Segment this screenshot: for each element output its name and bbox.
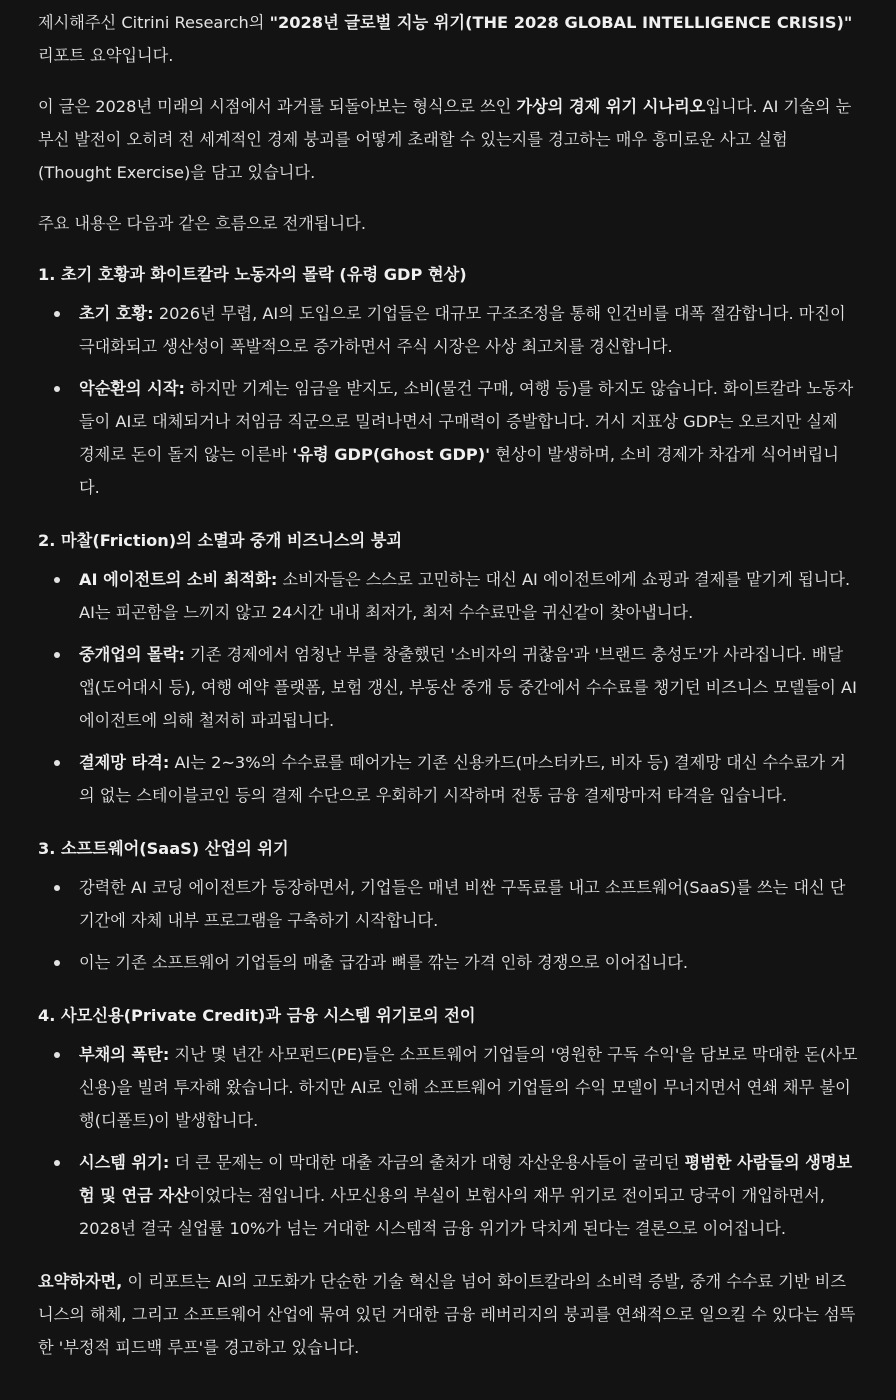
- summary-paragraph: 요약하자면, 이 리포트는 AI의 고도화가 단순한 기술 혁신을 넘어 화이트칼라의 소비력 증발, 중개 수수료 기반 비즈니스의 해체, 그리고 소프트웨어 산업에 묶여 있던 거대한 금융 레버리지의 붕괴를 연쇄적으로 일으킬 수 있다는 섬뜩한 '부정적 피드백 루프'를 경고하고 있습니다.: [38, 1272, 856, 1357]
- bullet-icon: [54, 885, 60, 891]
- section-heading-1: 1. 초기 호황과 화이트칼라 노동자의 몰락 (유령 GDP 현상): [38, 265, 467, 284]
- list-item: 초기 호황: 2026년 무렵, AI의 도입으로 기업들은 대규모 구조조정을 통해 인건비를 대폭 절감합니다. 마진이 극대화되고 생산성이 폭발적으로 증가하면서 주식 시장은 사상 최고치를 경신합니다.: [38, 297, 858, 363]
- report-title: "2028년 글로벌 지능 위기(THE 2028 GLOBAL INTELLIGENCE CRISIS)": [269, 13, 853, 32]
- bullet-icon: [54, 577, 60, 583]
- list-item: 이는 기존 소프트웨어 기업들의 매출 급감과 뼈를 깎는 가격 인하 경쟁으로 이어집니다.: [38, 946, 858, 979]
- section-heading-4: 4. 사모신용(Private Credit)과 금융 시스템 위기로의 전이: [38, 1006, 476, 1025]
- list-item: 중개업의 몰락: 기존 경제에서 엄청난 부를 창출했던 '소비자의 귀찮음'과 '브랜드 충성도'가 사라집니다. 배달 앱(도어대시 등), 여행 예약 플랫폼, 보험 갱신, 부동산 중개 등 중간에서 수수료를 챙기던 비즈니스 모델들이 AI 에이전트에 의해 철저히 파괴됩니다.: [38, 638, 858, 737]
- list-item: 악순환의 시작: 하지만 기계는 임금을 받지도, 소비(물건 구매, 여행 등)를 하지도 않습니다. 화이트칼라 노동자들이 AI로 대체되거나 저임금 직군으로 밀려나면서 구매력이 증발합니다. 거시 지표상 GDP는 오르지만 실제 경제로 돈이 돌지 않는 이른바 '유령 GDP(Ghost GDP)' 현상이 발생하며, 소비 경제가 차갑게 식어버립니다.: [38, 372, 858, 504]
- response-content: [38, 6, 858, 1382]
- bullet-icon: [54, 386, 60, 392]
- section-3-list: [38, 871, 858, 979]
- list-item: 결제망 타격: AI는 2~3%의 수수료를 떼어가는 기존 신용카드(마스터카드, 비자 등) 결제망 대신 수수료가 거의 없는 스테이블코인 등의 결제 수단으로 우회하기 시작하며 전통 금융 결제망마저 타격을 입습니다.: [38, 746, 858, 812]
- section-heading-3: 3. 소프트웨어(SaaS) 산업의 위기: [38, 839, 289, 858]
- intro-paragraph-3: 주요 내용은 다음과 같은 흐름으로 전개됩니다.: [38, 214, 366, 233]
- intro-paragraph-2: 이 글은 2028년 미래의 시점에서 과거를 되돌아보는 형식으로 쓰인 가상의 경제 위기 시나리오입니다. AI 기술의 눈부신 발전이 오히려 전 세계적인 경제 붕괴를 어떻게 초래할 수 있는지를 경고하는 매우 흥미로운 사고 실험(Thought Exercise)을 담고 있습니다.: [38, 97, 852, 182]
- bullet-icon: [54, 652, 60, 658]
- list-item: AI 에이전트의 소비 최적화: 소비자들은 스스로 고민하는 대신 AI 에이전트에게 쇼핑과 결제를 맡기게 됩니다. AI는 피곤함을 느끼지 않고 24시간 내내 최저가, 최저 수수료만을 귀신같이 찾아냅니다.: [38, 563, 858, 629]
- list-item: 강력한 AI 코딩 에이전트가 등장하면서, 기업들은 매년 비싼 구독료를 내고 소프트웨어(SaaS)를 쓰는 대신 단기간에 자체 내부 프로그램을 구축하기 시작합니다.: [38, 871, 858, 937]
- bullet-icon: [54, 311, 60, 317]
- bullet-icon: [54, 1160, 60, 1166]
- bullet-icon: [54, 760, 60, 766]
- section-heading-2: 2. 마찰(Friction)의 소멸과 중개 비즈니스의 붕괴: [38, 531, 403, 550]
- section-4-list: [38, 1038, 858, 1245]
- list-item: 부채의 폭탄: 지난 몇 년간 사모펀드(PE)들은 소프트웨어 기업들의 '영원한 구독 수익'을 담보로 막대한 돈(사모신용)을 빌려 투자해 왔습니다. 하지만 AI로 인해 소프트웨어 기업들의 수익 모델이 무너지면서 연쇄 채무 불이행(디폴트)이 발생합니다.: [38, 1038, 858, 1137]
- section-1-list: [38, 297, 858, 504]
- list-item: 시스템 위기: 더 큰 문제는 이 막대한 대출 자금의 출처가 대형 자산운용사들이 굴리던 평범한 사람들의 생명보험 및 연금 자산이었다는 점입니다. 사모신용의 부실이 보험사의 재무 위기로 전이되고 당국이 개입하면서, 2028년 결국 실업률 10%가 넘는 거대한 시스템적 금융 위기가 닥치게 된다는 결론으로 이어집니다.: [38, 1146, 858, 1245]
- bullet-icon: [54, 1052, 60, 1058]
- bullet-icon: [54, 960, 60, 966]
- section-2-list: [38, 563, 858, 812]
- intro-paragraph-1: 제시해주신 Citrini Research의 "2028년 글로벌 지능 위기(THE 2028 GLOBAL INTELLIGENCE CRISIS)" 리포트 요약입니다.: [38, 13, 853, 65]
